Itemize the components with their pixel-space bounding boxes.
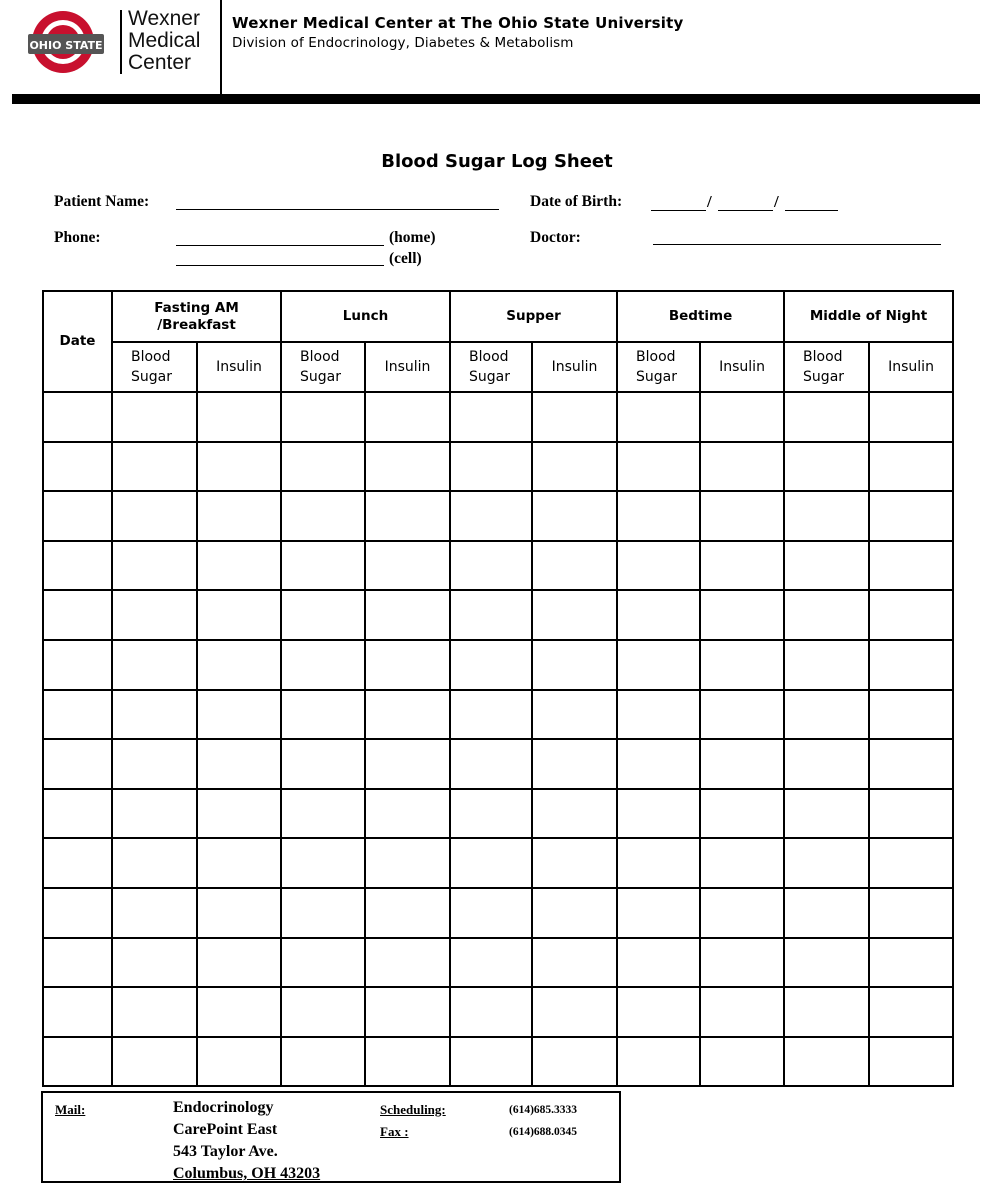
group-header-middle-of-night: Middle of Night: [784, 291, 953, 342]
table-row: [43, 640, 953, 690]
date-header: Date: [43, 291, 112, 392]
entry-cell[interactable]: [617, 987, 700, 1037]
entry-cell[interactable]: [112, 541, 197, 591]
date-cell[interactable]: [43, 442, 112, 492]
date-cell[interactable]: [43, 541, 112, 591]
brand-divider: [120, 10, 122, 74]
entry-cell[interactable]: [450, 938, 532, 988]
entry-cell[interactable]: [784, 640, 869, 690]
entry-cell[interactable]: [532, 690, 617, 740]
entry-cell[interactable]: [700, 491, 784, 541]
patient-name-label: Patient Name:: [54, 193, 150, 210]
entry-cell[interactable]: [112, 739, 197, 789]
dob-year-field[interactable]: [785, 210, 838, 211]
insulin-header: Insulin: [365, 342, 450, 392]
entry-cell[interactable]: [197, 888, 281, 938]
blood-sugar-line: Blood: [300, 349, 340, 365]
entry-cell[interactable]: [365, 541, 450, 591]
entry-cell[interactable]: [532, 392, 617, 442]
entry-cell[interactable]: [784, 987, 869, 1037]
table-row: [43, 491, 953, 541]
entry-cell[interactable]: [784, 590, 869, 640]
entry-cell[interactable]: [197, 789, 281, 839]
entry-cell[interactable]: [450, 690, 532, 740]
group-header-bedtime: Bedtime: [617, 291, 784, 342]
entry-cell[interactable]: [784, 392, 869, 442]
date-cell[interactable]: [43, 590, 112, 640]
entry-cell[interactable]: [112, 888, 197, 938]
table-row: [43, 590, 953, 640]
entry-cell[interactable]: [450, 491, 532, 541]
entry-cell[interactable]: [197, 640, 281, 690]
table-row: [43, 442, 953, 492]
date-cell[interactable]: [43, 789, 112, 839]
date-cell[interactable]: [43, 739, 112, 789]
entry-cell[interactable]: [869, 640, 953, 690]
entry-cell[interactable]: [112, 789, 197, 839]
entry-cell[interactable]: [700, 690, 784, 740]
entry-cell[interactable]: [784, 888, 869, 938]
entry-cell[interactable]: [700, 590, 784, 640]
date-cell[interactable]: [43, 690, 112, 740]
entry-cell[interactable]: [869, 789, 953, 839]
entry-cell[interactable]: [617, 392, 700, 442]
mail-label: Mail:: [55, 1102, 86, 1117]
entry-cell[interactable]: [197, 987, 281, 1037]
entry-cell[interactable]: [197, 690, 281, 740]
entry-cell[interactable]: [869, 690, 953, 740]
entry-cell[interactable]: [532, 442, 617, 492]
date-cell[interactable]: [43, 1037, 112, 1087]
entry-cell[interactable]: [365, 640, 450, 690]
entry-cell[interactable]: [281, 590, 365, 640]
entry-cell[interactable]: [365, 491, 450, 541]
entry-cell[interactable]: [532, 838, 617, 888]
entry-cell[interactable]: [869, 838, 953, 888]
entry-cell[interactable]: [365, 938, 450, 988]
cell-label: (cell): [389, 250, 422, 267]
entry-cell[interactable]: [784, 442, 869, 492]
entry-cell[interactable]: [365, 590, 450, 640]
entry-cell[interactable]: [450, 392, 532, 442]
address-line: 543 Taylor Ave.: [173, 1143, 278, 1160]
org-block: [232, 14, 683, 51]
entry-cell[interactable]: [365, 789, 450, 839]
entry-cell[interactable]: [700, 739, 784, 789]
entry-cell[interactable]: [532, 590, 617, 640]
entry-cell[interactable]: [784, 491, 869, 541]
entry-cell[interactable]: [617, 690, 700, 740]
entry-cell[interactable]: [617, 938, 700, 988]
entry-cell[interactable]: [365, 442, 450, 492]
entry-cell[interactable]: [281, 838, 365, 888]
entry-cell[interactable]: [617, 789, 700, 839]
entry-cell[interactable]: [112, 442, 197, 492]
group-header-line: Fasting AM: [154, 299, 239, 316]
entry-cell[interactable]: [700, 442, 784, 492]
entry-cell[interactable]: [365, 838, 450, 888]
entry-cell[interactable]: [112, 1037, 197, 1087]
blood-sugar-header: [450, 342, 532, 392]
entry-cell[interactable]: [450, 789, 532, 839]
entry-cell[interactable]: [197, 590, 281, 640]
entry-cell[interactable]: [365, 987, 450, 1037]
entry-cell[interactable]: [450, 987, 532, 1037]
header-rule: [12, 94, 980, 104]
entry-cell[interactable]: [617, 838, 700, 888]
entry-cell[interactable]: [112, 640, 197, 690]
page-title: Blood Sugar Log Sheet: [381, 151, 613, 172]
entry-cell[interactable]: [869, 590, 953, 640]
doctor-label: Doctor:: [530, 229, 581, 246]
entry-cell[interactable]: [197, 442, 281, 492]
entry-cell[interactable]: [450, 739, 532, 789]
table-row: [43, 739, 953, 789]
date-cell[interactable]: [43, 491, 112, 541]
entry-cell[interactable]: [617, 442, 700, 492]
address-line: Columbus, OH 43203: [173, 1165, 321, 1182]
fax-label: Fax :: [380, 1124, 409, 1139]
address-line: Endocrinology: [173, 1099, 274, 1116]
entry-cell[interactable]: [197, 739, 281, 789]
entry-cell[interactable]: [869, 987, 953, 1037]
entry-cell[interactable]: [869, 392, 953, 442]
blood-sugar-line: Sugar: [636, 369, 678, 385]
entry-cell[interactable]: [784, 739, 869, 789]
entry-cell[interactable]: [700, 1037, 784, 1087]
entry-cell[interactable]: [197, 491, 281, 541]
blood-sugar-header: [281, 342, 365, 392]
patient-name-field[interactable]: [176, 209, 499, 210]
entry-cell[interactable]: [700, 392, 784, 442]
dob-separator: /: [774, 192, 779, 211]
entry-cell[interactable]: [617, 590, 700, 640]
entry-cell[interactable]: [197, 938, 281, 988]
entry-cell[interactable]: [869, 888, 953, 938]
entry-cell[interactable]: [197, 541, 281, 591]
dob-label: Date of Birth:: [530, 193, 623, 210]
log-body: [43, 392, 953, 1086]
entry-cell[interactable]: [112, 690, 197, 740]
brand-wordmark: [128, 8, 200, 74]
entry-cell[interactable]: [450, 541, 532, 591]
entry-cell[interactable]: [112, 491, 197, 541]
group-header-supper: Supper: [450, 291, 617, 342]
blood-sugar-line: Blood: [803, 349, 843, 365]
blood-sugar-line: Sugar: [300, 369, 341, 385]
entry-cell[interactable]: [784, 789, 869, 839]
entry-cell[interactable]: [365, 690, 450, 740]
entry-cell[interactable]: [532, 888, 617, 938]
entry-cell[interactable]: [700, 938, 784, 988]
scheduling-number: (614)685.3333: [509, 1104, 578, 1116]
dob-separator: /: [707, 192, 712, 211]
entry-cell[interactable]: [869, 739, 953, 789]
entry-cell[interactable]: [281, 541, 365, 591]
entry-cell[interactable]: [532, 1037, 617, 1087]
blood-sugar-header: [112, 342, 197, 392]
entry-cell[interactable]: [617, 888, 700, 938]
entry-cell[interactable]: [450, 888, 532, 938]
contact-footer: [41, 1091, 621, 1183]
blood-sugar-line: Blood: [131, 349, 171, 365]
address-line: CarePoint East: [173, 1121, 278, 1138]
entry-cell[interactable]: [450, 838, 532, 888]
entry-cell[interactable]: [281, 491, 365, 541]
date-cell[interactable]: [43, 888, 112, 938]
entry-cell[interactable]: [869, 1037, 953, 1087]
blood-sugar-line: Blood: [469, 349, 509, 365]
table-row: [43, 541, 953, 591]
header-row-subcolumns: [43, 342, 953, 392]
entry-cell[interactable]: [281, 392, 365, 442]
entry-cell[interactable]: [617, 1037, 700, 1087]
ohio-state-logo: [26, 8, 106, 78]
date-cell[interactable]: [43, 392, 112, 442]
table-row: [43, 838, 953, 888]
brand-line: Wexner: [128, 7, 200, 30]
home-label: (home): [389, 229, 436, 246]
entry-cell[interactable]: [869, 541, 953, 591]
entry-cell[interactable]: [617, 491, 700, 541]
entry-cell[interactable]: [365, 888, 450, 938]
date-cell[interactable]: [43, 838, 112, 888]
entry-cell[interactable]: [281, 987, 365, 1037]
entry-cell[interactable]: [532, 739, 617, 789]
entry-cell[interactable]: [869, 442, 953, 492]
entry-cell[interactable]: [784, 690, 869, 740]
entry-cell[interactable]: [112, 590, 197, 640]
entry-cell[interactable]: [617, 739, 700, 789]
blood-sugar-line: Sugar: [469, 369, 510, 385]
date-cell[interactable]: [43, 938, 112, 988]
entry-cell[interactable]: [450, 1037, 532, 1087]
entry-cell[interactable]: [365, 1037, 450, 1087]
entry-cell[interactable]: [700, 541, 784, 591]
entry-cell[interactable]: [784, 838, 869, 888]
insulin-header: Insulin: [197, 342, 281, 392]
doctor-field[interactable]: [653, 244, 941, 245]
date-cell[interactable]: [43, 987, 112, 1037]
entry-cell[interactable]: [197, 392, 281, 442]
table-row: [43, 987, 953, 1037]
group-header-fasting: [112, 291, 281, 342]
entry-cell[interactable]: [197, 1037, 281, 1087]
entry-cell[interactable]: [784, 938, 869, 988]
header-divider: [220, 0, 222, 96]
entry-cell[interactable]: [281, 888, 365, 938]
entry-cell[interactable]: [281, 640, 365, 690]
table-row: [43, 789, 953, 839]
org-subtitle: Division of Endocrinology, Diabetes & Metabolism: [232, 35, 574, 51]
dob-month-field[interactable]: [651, 210, 706, 211]
blood-sugar-line: Sugar: [131, 369, 172, 385]
blood-sugar-line: Sugar: [803, 369, 845, 385]
scheduling-label: Scheduling:: [380, 1102, 446, 1117]
entry-cell[interactable]: [450, 640, 532, 690]
header-row-groups: [43, 291, 953, 342]
entry-cell[interactable]: [784, 541, 869, 591]
org-title: Wexner Medical Center at The Ohio State University: [232, 14, 684, 32]
insulin-header: Insulin: [532, 342, 617, 392]
insulin-header: Insulin: [700, 342, 784, 392]
entry-cell[interactable]: [532, 541, 617, 591]
entry-cell[interactable]: [532, 789, 617, 839]
entry-cell[interactable]: [784, 1037, 869, 1087]
entry-cell[interactable]: [700, 789, 784, 839]
insulin-header: Insulin: [869, 342, 953, 392]
entry-cell[interactable]: [617, 640, 700, 690]
brand-line: Medical: [128, 29, 201, 52]
table-row: [43, 392, 953, 442]
entry-cell[interactable]: [532, 640, 617, 690]
blood-sugar-line: Blood: [636, 349, 676, 365]
cell-phone-field[interactable]: [176, 265, 384, 266]
blood-sugar-header: [784, 342, 869, 392]
home-phone-field[interactable]: [176, 245, 384, 246]
entry-cell[interactable]: [281, 739, 365, 789]
entry-cell[interactable]: [700, 888, 784, 938]
phone-label: Phone:: [54, 229, 101, 246]
entry-cell[interactable]: [700, 640, 784, 690]
entry-cell[interactable]: [532, 987, 617, 1037]
group-header-lunch: Lunch: [281, 291, 450, 342]
entry-cell[interactable]: [450, 590, 532, 640]
brand-line: Center: [128, 51, 192, 74]
group-header-line: /Breakfast: [157, 316, 236, 333]
entry-cell[interactable]: [112, 392, 197, 442]
entry-cell[interactable]: [700, 838, 784, 888]
mail-address: [173, 1097, 320, 1183]
entry-cell[interactable]: [450, 442, 532, 492]
entry-cell[interactable]: [281, 789, 365, 839]
entry-cell[interactable]: [281, 442, 365, 492]
entry-cell[interactable]: [869, 938, 953, 988]
entry-cell[interactable]: [869, 491, 953, 541]
blood-sugar-log-table: [42, 290, 954, 1087]
date-cell[interactable]: [43, 640, 112, 690]
table-row: [43, 1037, 953, 1087]
entry-cell[interactable]: [281, 690, 365, 740]
entry-cell[interactable]: [365, 392, 450, 442]
entry-cell[interactable]: [112, 938, 197, 988]
entry-cell[interactable]: [700, 987, 784, 1037]
table-row: [43, 888, 953, 938]
table-row: [43, 938, 953, 988]
logo-wordmark: OHIO STATE: [29, 39, 103, 52]
entry-cell[interactable]: [532, 491, 617, 541]
entry-cell[interactable]: [281, 938, 365, 988]
table-row: [43, 690, 953, 740]
blood-sugar-header: [617, 342, 700, 392]
fax-number: (614)688.0345: [509, 1126, 578, 1138]
entry-cell[interactable]: [532, 938, 617, 988]
entry-cell[interactable]: [197, 838, 281, 888]
entry-cell[interactable]: [112, 987, 197, 1037]
entry-cell[interactable]: [281, 1037, 365, 1087]
dob-day-field[interactable]: [718, 210, 773, 211]
entry-cell[interactable]: [617, 541, 700, 591]
entry-cell[interactable]: [365, 739, 450, 789]
entry-cell[interactable]: [112, 838, 197, 888]
